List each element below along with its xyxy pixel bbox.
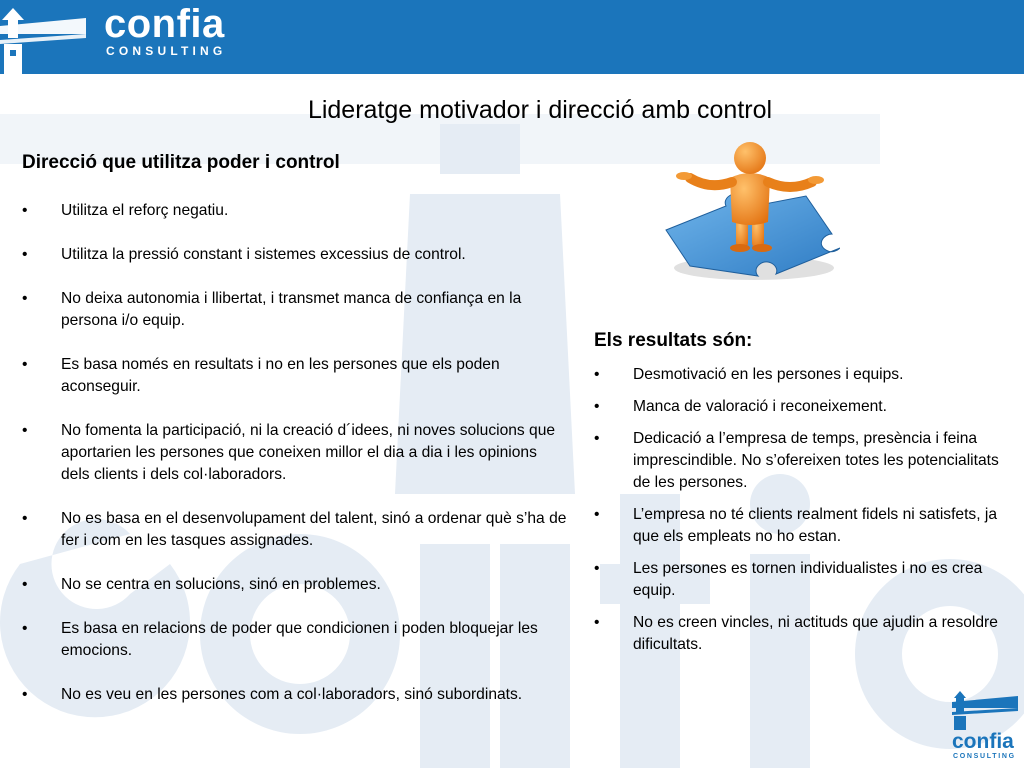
bullet-text: No es veu en les persones com a col·laboradors, sinó subordinats. — [61, 686, 523, 703]
corner-logo-subtitle: CONSULTING — [953, 753, 1016, 760]
bullet-marker: • — [594, 506, 600, 523]
bullet-text: No se centra en solucions, sinó en problemes. — [61, 576, 381, 593]
bullet-marker: • — [594, 614, 600, 631]
bullet-text: Desmotivació en les persones i equips. — [633, 366, 904, 383]
slide-title: Lideratge motivador i direcció amb control — [307, 96, 773, 124]
confia-logo — [0, 0, 227, 74]
bullet-marker: • — [594, 430, 600, 447]
list-item — [22, 420, 567, 486]
bullet-text: L’empresa no té clients realment fidels ni satisfets, ja que els empleats no ho estan. — [633, 506, 998, 545]
list-item — [594, 612, 1014, 656]
right-bullet-list — [594, 364, 1014, 656]
logo-wordmark: confia — [104, 2, 225, 46]
bullet-marker: • — [22, 290, 28, 307]
list-item — [594, 558, 1014, 602]
right-column — [594, 330, 1014, 666]
header-bar — [0, 0, 1024, 74]
list-item — [22, 508, 567, 552]
list-item — [594, 504, 1014, 548]
bullet-marker: • — [22, 356, 28, 373]
bullet-marker: • — [594, 398, 600, 415]
bullet-text: Utilitza la pressió constant i sistemes excessius de control. — [61, 246, 466, 263]
bullet-text: No fomenta la participació, ni la creació d´idees, ni noves solucions que aportarien les persones que coneixen millor el dia a dia i les opinions dels clients i dels col·laboradors. — [61, 422, 556, 483]
bullet-marker: • — [22, 510, 28, 527]
list-item — [22, 244, 567, 266]
bullet-marker: • — [22, 202, 28, 219]
list-item — [594, 428, 1014, 494]
bullet-marker: • — [594, 366, 600, 383]
list-item — [22, 200, 567, 222]
list-item — [22, 574, 567, 596]
list-item — [594, 364, 1014, 386]
list-item — [22, 288, 567, 332]
list-item — [594, 396, 1014, 418]
list-item — [22, 618, 567, 662]
corner-logo-wordmark: confia — [952, 730, 1014, 753]
bullet-text: Es basa en relacions de poder que condicionen i poden bloquejar les emocions. — [61, 620, 538, 659]
bullet-marker: • — [594, 560, 600, 577]
bullet-text: Les persones es tornen individualistes i no es crea equip. — [633, 560, 983, 599]
bullet-text: Manca de valoració i reconeixement. — [633, 398, 887, 415]
bullet-text: No es creen vincles, ni actituds que ajudin a resoldre dificultats. — [633, 614, 998, 653]
lighthouse-icon — [948, 690, 1020, 730]
bullet-text: Utilitza el reforç negatiu. — [61, 202, 229, 219]
figure-on-puzzle-illustration — [656, 138, 840, 286]
bullet-marker: • — [22, 620, 28, 637]
bullet-marker: • — [22, 246, 28, 263]
bullet-text: Dedicació a l’empresa de temps, presència i feina imprescindible. No s’ofereixen totes les potencialitats de les persones. — [633, 430, 999, 491]
logo-subtitle: CONSULTING — [106, 44, 227, 58]
list-item — [22, 684, 567, 706]
right-heading: Els resultats són: — [594, 330, 753, 351]
bullet-marker: • — [22, 686, 28, 703]
bullet-marker: • — [22, 422, 28, 439]
bullet-text: No deixa autonomia i llibertat, i transmet manca de confiança en la persona i/o equip. — [61, 290, 522, 329]
confia-corner-logo — [948, 690, 1020, 762]
bullet-marker: • — [22, 576, 28, 593]
bullet-text: No es basa en el desenvolupament del talent, sinó a ordenar què s’ha de fer i com en les tasques assignades. — [61, 510, 567, 549]
lighthouse-icon — [0, 0, 100, 74]
bullet-text: Es basa només en resultats i no en les persones que els poden aconseguir. — [61, 356, 500, 395]
left-column — [22, 152, 567, 728]
left-bullet-list — [22, 200, 567, 706]
left-heading: Direcció que utilitza poder i control — [22, 152, 340, 173]
list-item — [22, 354, 567, 398]
